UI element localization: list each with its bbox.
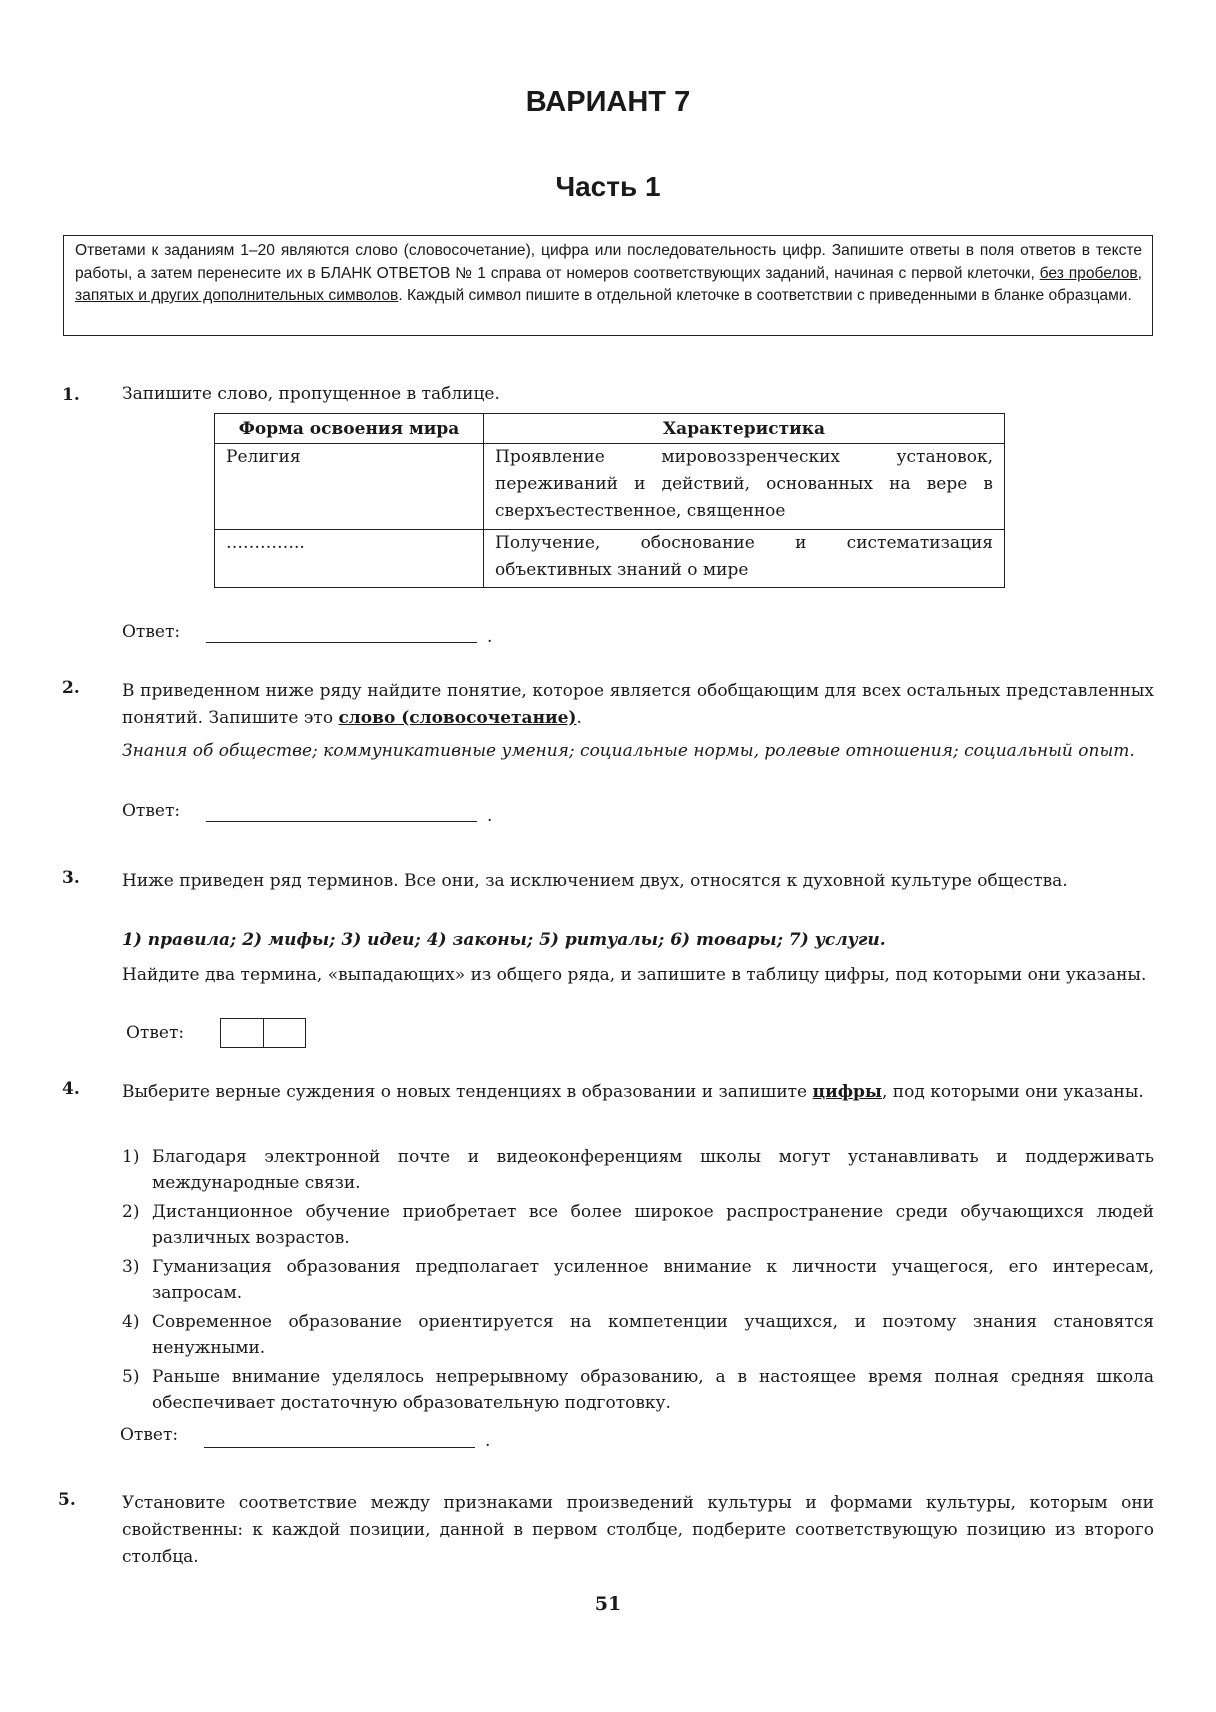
- q1-text: Запишите слово, пропущенное в таблице.: [122, 384, 500, 404]
- q3-answer-boxes[interactable]: [220, 1018, 306, 1048]
- q3-list: 1) правила; 2) мифы; 3) идеи; 4) законы; 5) ритуалы; 6) товары; 7) услуги.: [122, 930, 886, 950]
- q2-list: Знания об обществе; коммуникативные умения; социальные нормы, ролевые отношения; социальный опыт.: [122, 741, 1135, 761]
- table-row: [215, 530, 1005, 588]
- q1-row1-characteristic: Проявление мировоззренческих установок, переживаний и действий, основанных на вере в сверхъестественное, священное: [484, 444, 1005, 530]
- q1-answer-label: Ответ:: [122, 622, 181, 642]
- q3-task: Найдите два термина, «выпадающих» из общего ряда, и запишите в таблицу цифры, под которыми они указаны.: [122, 965, 1147, 985]
- list-item: 5) Раньше внимание уделялось непрерывному образованию, а в настоящее время полная средняя школа обеспечивает достаточную образовательную подготовку.: [122, 1367, 1154, 1413]
- q4-answer-field[interactable]: [204, 1447, 475, 1448]
- instructions-text-end: . Каждый символ пишите в отдельной клеточке в соответствии с приведенными в бланке образцами.: [398, 287, 1132, 304]
- q1-row1-form: Религия: [215, 444, 484, 530]
- q1-row2-characteristic: Получение, обоснование и систематизация объективных знаний о мире: [484, 530, 1005, 588]
- instructions-underlined: без пробелов, запятых и других дополнительных символов: [75, 264, 1142, 304]
- part-title: Часть 1: [555, 171, 661, 202]
- table-row: [215, 444, 1005, 530]
- variant-title: ВАРИАНТ 7: [525, 86, 691, 118]
- q1-table-head-form: Форма освоения мира: [215, 414, 484, 444]
- list-item: 3) Гуманизация образования предполагает усиленное внимание к личности учащегося, его интересам, запросам.: [122, 1257, 1154, 1303]
- q5-text: Установите соответствие между признаками произведений культуры и формами культуры, которым они свойственны: к каждой позиции, данной в первом столбце, подберите соответствующую позицию из второго столбца.: [122, 1493, 1154, 1567]
- list-item: 1) Благодаря электронной почте и видеоконференциям школы могут устанавливать и поддерживать международные связи.: [122, 1147, 1154, 1193]
- q1-number: 1.: [62, 385, 80, 405]
- list-item: 4) Современное образование ориентируется на компетенции учащихся, и поэтому знания становятся ненужными.: [122, 1312, 1154, 1358]
- q1-table: [214, 413, 1005, 588]
- q2-answer-field[interactable]: [206, 821, 477, 822]
- q4-text: Выберите верные суждения о новых тенденциях в образовании и запишите цифры, под которыми они указаны.: [122, 1082, 1144, 1102]
- q2-answer-dot: .: [487, 806, 493, 826]
- q1-table-head-characteristic: Характеристика: [484, 414, 1005, 444]
- q4-emphasis: цифры: [812, 1082, 882, 1102]
- list-item: 2) Дистанционное обучение приобретает все более широкое распространение среди обучающихся людей различных возрастов.: [122, 1202, 1154, 1248]
- q5-number: 5.: [58, 1490, 76, 1510]
- q4-answer-dot: .: [485, 1431, 491, 1451]
- q4-answer-label: Ответ:: [120, 1425, 179, 1445]
- q1-answer-field[interactable]: [206, 642, 477, 643]
- q4-number: 4.: [62, 1079, 80, 1099]
- q2-answer-label: Ответ:: [122, 801, 181, 821]
- q3-number: 3.: [62, 868, 80, 888]
- instructions-text: Ответами к заданиям 1–20 являются слово (словосочетание), цифра или последовательность цифр. Запишите ответы в поля ответов в тексте работы, а затем перенесите их в БЛАНК ОТВЕТОВ № 1 справа от номеров соответствующих заданий, начиная с первой клеточки,: [75, 242, 1142, 282]
- instructions-box: [63, 235, 1153, 336]
- q3-answer-label: Ответ:: [126, 1023, 185, 1043]
- q1-row2-form-missing: …………..: [215, 530, 484, 588]
- page-number: 51: [594, 1593, 622, 1615]
- q2-emphasis: слово (словосочетание): [338, 708, 577, 728]
- q2-text: В приведенном ниже ряду найдите понятие, которое является обобщающим для всех остальных представленных понятий. Запишите это слово (словосочетание).: [122, 681, 1154, 728]
- q3-text: Ниже приведен ряд терминов. Все они, за исключением двух, относятся к духовной культуре общества.: [122, 871, 1068, 891]
- q2-number: 2.: [62, 678, 80, 698]
- q1-answer-dot: .: [487, 627, 493, 647]
